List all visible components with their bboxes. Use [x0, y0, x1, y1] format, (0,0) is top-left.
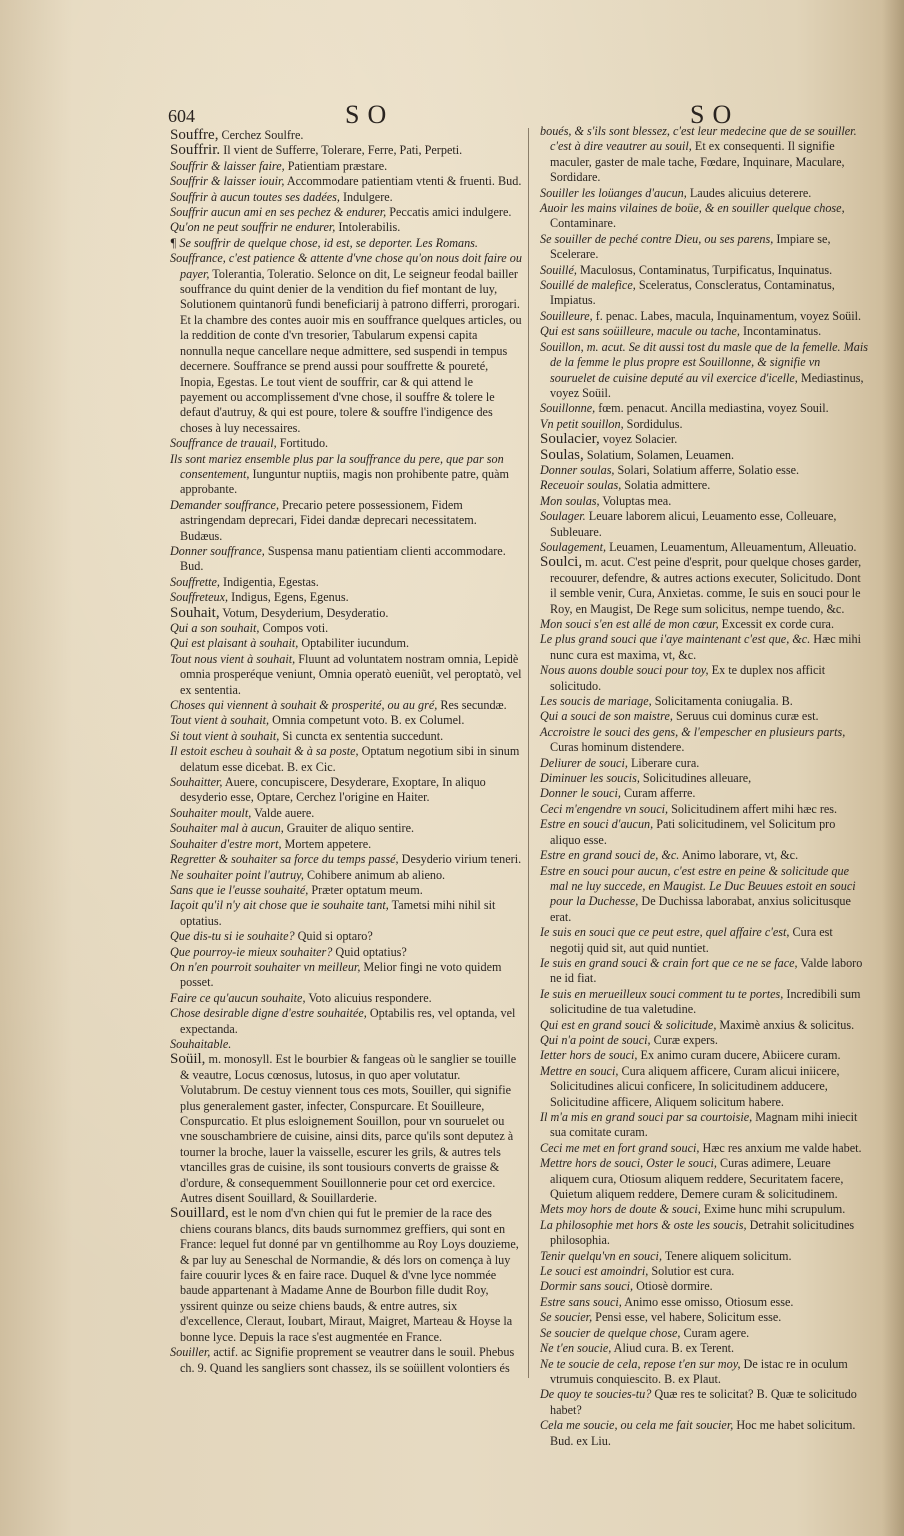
entry-headword: Souffrir à aucun toutes ses dadées,	[170, 189, 340, 204]
entry-headword: Mets moy hors de doute & souci,	[540, 1202, 701, 1217]
entry-text: Leuamen, Leuamentum, Alleuamentum, Alleuatio.	[606, 539, 857, 554]
entry-text: Res secundæ.	[437, 698, 507, 713]
running-head-right: SO	[690, 100, 740, 129]
entry-headword: Accroistre le souci des gens, & l'empescher en plusieurs parts,	[540, 724, 846, 739]
entry-text: Compos voti.	[259, 621, 329, 635]
dictionary-entry	[170, 636, 522, 651]
dictionary-entry	[540, 463, 868, 478]
entry-headword: Qui est plaisant à souhait,	[170, 636, 299, 651]
entry-headword: Souffre,	[170, 127, 219, 143]
entry-headword: Soulager.	[540, 509, 586, 524]
entry-text: Fortitudo.	[276, 436, 329, 451]
entry-headword: Nous auons double souci pour toy,	[540, 663, 709, 678]
dictionary-entry	[170, 220, 522, 235]
dictionary-entry	[170, 898, 522, 929]
entry-text: Aliud cura. B. ex Terent.	[611, 1341, 735, 1356]
dictionary-entry	[540, 1018, 868, 1033]
dictionary-entry	[170, 452, 522, 498]
dictionary-entry	[170, 806, 522, 821]
entry-headword: Sans que ie l'eusse souhaité,	[170, 882, 309, 897]
entry-headword: Soulagement,	[540, 539, 607, 554]
dictionary-entry	[170, 205, 522, 220]
entry-headword: Donner le souci,	[540, 786, 621, 801]
dictionary-entry	[170, 143, 522, 158]
entry-headword: Iaçoit qu'il n'y ait chose que ie souhaite tant,	[170, 898, 389, 913]
entry-headword: On n'en pourroit souhaiter vn meilleur,	[170, 959, 361, 974]
dictionary-entry	[170, 621, 522, 636]
dictionary-entry	[170, 929, 522, 944]
dictionary-entry	[540, 663, 868, 694]
entry-headword: Ietter hors de souci,	[540, 1048, 638, 1063]
entry-headword: Estre en souci d'aucun,	[540, 817, 654, 832]
entry-text: voyez Solacier.	[599, 432, 678, 447]
entry-headword: Estre en souci pour aucun, c'est estre en peine & solicitude que mal ne luy succede, en Maugist. Le Duc Beuues estoit en souci pour la Duchesse,	[540, 863, 856, 909]
entry-text: Quid optatius?	[332, 944, 407, 959]
dictionary-entry	[170, 729, 522, 744]
entry-headword: Souffrir & laisser iouir,	[170, 174, 285, 189]
entry-text: Curas hominum distendere.	[550, 740, 685, 755]
dictionary-entry	[540, 1202, 868, 1217]
entry-headword: Souffrance de trauail,	[170, 436, 277, 451]
entry-text: Intolerabilis.	[335, 220, 401, 235]
entry-text: Peccatis amici indulgere.	[386, 205, 512, 220]
dictionary-entry	[540, 278, 868, 309]
dictionary-entry	[170, 698, 522, 713]
dictionary-entry	[540, 1387, 868, 1418]
entry-headword: Chose desirable digne d'estre souhaitée,	[170, 1006, 367, 1021]
entry-headword: Souffrette,	[170, 574, 220, 589]
dictionary-entry	[540, 201, 868, 232]
entry-headword: Souillard,	[170, 1205, 229, 1222]
entry-text: Voto alicuius respondere.	[305, 990, 432, 1005]
dictionary-entry	[540, 925, 868, 956]
dictionary-entry	[170, 1345, 522, 1376]
dictionary-entry	[540, 1279, 868, 1294]
entry-headword: Souhait,	[170, 604, 220, 621]
entry-headword: Qui a son souhait,	[170, 621, 260, 635]
entry-headword: Ie suis en grand souci & crain fort que ce ne se face,	[540, 955, 798, 970]
entry-text: Indigentia, Egestas.	[219, 574, 319, 589]
entry-text: Cura est negotij quid sit, aut quid nuntiet.	[550, 925, 833, 955]
entry-headword: Souhaiter moult,	[170, 805, 252, 820]
dictionary-entry	[170, 544, 522, 575]
entry-text: Auere, concupiscere, Desyderare, Exoptare, In aliquo desyderio esse, Optare, Cerchez l'origine en Haiter.	[180, 775, 486, 805]
entry-headword: Souffrance, c'est patience & attente d'vne chose qu'on nous doit faire ou payer,	[170, 251, 522, 281]
left-column	[170, 127, 522, 1375]
entry-text: actif. ac Signifie proprement se veautrer dans le souil. Phebus ch. 9. Quand les sangliers sont chassez, ils se soüillent volontiers és	[180, 1345, 515, 1375]
entry-headword: Regretter & souhaiter sa force du temps passé,	[170, 852, 399, 867]
entry-text: Tenere aliquem solicitum.	[662, 1248, 792, 1263]
entry-headword: Le souci est amoindri,	[540, 1264, 649, 1279]
entry-headword: Ne t'en soucie,	[540, 1341, 612, 1356]
entry-headword: Qui est sans soüilleure, macule ou tache,	[540, 324, 740, 339]
entry-text: Voluptas mea.	[599, 493, 672, 508]
entry-headword: Souillé de malefice,	[540, 278, 636, 293]
dictionary-entry	[170, 159, 522, 174]
entry-text: Et ex consequenti. Il signifie maculer, gaster de male tache, Fœdare, Inquinare, Maculare, Sordidare.	[550, 139, 845, 185]
entry-headword: Cela me soucie, ou cela me fait soucier,	[540, 1418, 734, 1433]
entry-text: Indigus, Egens, Egenus.	[228, 590, 349, 605]
entry-headword: Ceci me met en fort grand souci,	[540, 1140, 700, 1155]
entry-text: Suspensa manu patientiam clienti accommodare. Bud.	[180, 543, 506, 574]
dictionary-entry	[540, 817, 868, 848]
dictionary-entry	[540, 1295, 868, 1310]
dictionary-entry	[540, 1326, 868, 1341]
entry-headword: Souhaiter mal à aucun,	[170, 821, 284, 836]
dictionary-entry	[540, 771, 868, 786]
dictionary-entry	[540, 1310, 868, 1325]
entry-headword: Il estoit escheu à souhait & à sa poste,	[170, 744, 359, 759]
entry-text: Contaminare.	[550, 216, 616, 231]
entry-headword: Le plus grand souci que i'aye maintenant c'est que, &c.	[540, 632, 811, 647]
entry-text: Præter optatum meum.	[308, 882, 423, 897]
dictionary-entry	[540, 324, 868, 339]
dictionary-entry	[540, 694, 868, 709]
entry-text: Cura aliquem afficere, Curam alicui iniicere, Solicitudines alicui conficere, In solicitudinem adducere, Solicitudine afficere, Aliquem solicitum habere.	[550, 1063, 840, 1109]
entry-headword: Ils sont mariez ensemble plus par la souffrance du pere, que par son consentement,	[170, 451, 504, 481]
entry-headword: Mon soulas,	[540, 493, 600, 508]
entry-headword: Que dis-tu si ie souhaite?	[170, 929, 295, 944]
dictionary-entry	[170, 1052, 522, 1206]
entry-text: Optabiliter iucundum.	[298, 636, 410, 651]
entry-text: Solicitudinem affert mihi hæc res.	[668, 801, 838, 816]
entry-text: Optatum negotium sibi in sinum delatum esse dicebat. B. ex Cic.	[180, 744, 520, 774]
entry-text: Curæ expers.	[650, 1032, 718, 1047]
entry-text: Curas adimere, Leuare aliquem cura, Otiosum aliquem reddere, Securitatem facere, Quietum aliquem reddere, Demere curam & solicitudinem.	[550, 1156, 844, 1202]
entry-headword: Mettre en souci,	[540, 1063, 619, 1078]
dictionary-entry	[170, 436, 522, 451]
entry-text: Desyderio virium teneri.	[398, 852, 522, 867]
dictionary-entry	[170, 883, 522, 898]
entry-headword: Souillonne,	[540, 401, 596, 416]
entry-text: Maximè anxius & solicitus.	[716, 1017, 855, 1032]
entry-text: Solicitamenta coniugalia. B.	[651, 694, 793, 709]
entry-text: Mortem appetere.	[281, 836, 372, 851]
entry-headword: Qui a souci de son maistre,	[540, 709, 673, 724]
dictionary-entry	[540, 1341, 868, 1356]
entry-headword: Souillon, m. acut. Se dit aussi tost du masle que de la femelle. Mais de la femme le plus propre est Souillonne, & signifie vn souruelet de cuisine deputé au vil exercice d'icelle,	[540, 339, 869, 385]
dictionary-entry	[540, 417, 868, 432]
entry-text: Solari, Solatium afferre, Solatio esse.	[614, 462, 800, 477]
entry-text: Accommodare patientiam vtenti & fruenti. Bud.	[284, 174, 522, 189]
entry-headword: Donner souffrance,	[170, 543, 265, 558]
dictionary-entry	[540, 555, 868, 617]
entry-headword: Souiller les loüanges d'aucun,	[540, 185, 687, 200]
dictionary-entry	[540, 1249, 868, 1264]
dictionary-entry	[540, 401, 868, 416]
entry-headword: Il m'a mis en grand souci par sa courtoisie,	[540, 1110, 753, 1124]
entry-text: m. monosyll. Est le bourbier & fangeas où le sanglier se touille & veautre, Locus cœnosus, lutosus, in quo aper volutatur. Volutabrum. De cestuy viennent tous ces mots, Souiller, qui signifie plus generalement gaster, infecter, Conspurcare. Et Souilleure, Conspurcatio. Et plus esloignement Souillon, pour vn souruelet ou vne souschambriere de cuisine, ainsi dits, parce qu'ils sont deputez à tourner la broche, lauer la vaisselle, escurer les grils, & autres tels vtancilles gras de cuisine, ils sont tousiours converts de graisse & d'ordure, & consequemment Souillonnerie pour cet ord exercice. Autres disent Souillard, & Souillarderie.	[180, 1052, 517, 1206]
dictionary-entry	[540, 802, 868, 817]
dictionary-entry	[170, 575, 522, 590]
dictionary-entry	[540, 540, 868, 555]
entry-text: Hoc me habet solicitum. Bud. ex Liu.	[550, 1418, 856, 1448]
entry-text: Liberare cura.	[627, 755, 700, 770]
entry-text: Ex animo curam ducere, Abiicere curam.	[637, 1048, 841, 1063]
entry-text: Hæc res anxium me valde habet.	[699, 1140, 862, 1155]
entry-headword: Ie suis en merueilleux souci comment tu te portes,	[540, 986, 784, 1001]
dictionary-entry	[540, 632, 868, 663]
entry-text: Impiare se, Scelerare.	[550, 231, 831, 262]
entry-headword: Auoir les mains vilaines de boüe, & en souiller quelque chose,	[540, 201, 845, 216]
entry-headword: boués, & s'ils sont blessez, c'est leur medecine que de se souiller. c'est à dire veautrer au souil,	[540, 124, 857, 154]
dictionary-entry	[540, 1033, 868, 1048]
entry-text: Tametsi mihi nihil sit optatius.	[180, 898, 496, 928]
entry-text: Valde laboro ne id fiat.	[550, 955, 863, 986]
entry-text: Quæ res te solicitat? B. Quæ te solicitudo habet?	[550, 1387, 857, 1417]
entry-headword: Souiller,	[170, 1345, 211, 1360]
dictionary-entry	[170, 1037, 522, 1052]
entry-text: Ex te duplex nos afficit solicitudo.	[550, 663, 826, 693]
dictionary-entry	[540, 848, 868, 863]
entry-text: Iunguntur nuptiis, magis non prohibente patre, quàm approbante.	[180, 466, 510, 497]
entry-headword: Tenir quelqu'vn en souci,	[540, 1248, 662, 1263]
dictionary-entry	[170, 1006, 522, 1037]
entry-text: Solatia admittere.	[621, 478, 711, 493]
entry-headword: Souffreteux,	[170, 590, 229, 605]
dictionary-entry	[540, 756, 868, 771]
entry-text: Optabilis res, vel optanda, vel expectanda.	[180, 1006, 516, 1036]
dictionary-entry	[540, 478, 868, 493]
dictionary-entry	[170, 852, 522, 867]
dictionary-entry	[540, 448, 868, 463]
entry-text: Pensi esse, vel habere, Solicitum esse.	[592, 1310, 782, 1325]
entry-text: est le nom d'vn chien qui fut le premier de la race des chiens courans blancs, dits bauds surnommez greffiers, qui sont en France: lequel fut donné par vn gentilhomme au Roy Loys douzieme, & par luy au Seneschal de Normandie, & dés lors on comença à luy faire couurir lyces & en faire race. Duquel & d'vne lyce nommée baude appartenant à Madame Anne de Bourbon fille dudit Roy, yssirent quinze ou seize chiens bauds, & entre autres, six d'excellence, Cleraut, Ioubart, Miraut, Maigret, Marteau & Hoyse la bonne lyce. Depuis la race s'est augmentée en France.	[180, 1206, 519, 1344]
entry-headword: Soulacier,	[540, 431, 600, 448]
entry-text: Cerchez Soulfre.	[218, 128, 304, 142]
entry-text: Seruus cui dominus curæ est.	[672, 709, 819, 724]
dictionary-entry	[170, 744, 522, 775]
entry-text: Solutior est cura.	[648, 1264, 735, 1279]
entry-text: Animo esse omisso, Otiosum esse.	[621, 1294, 794, 1309]
entry-headword: Se soucier,	[540, 1310, 593, 1325]
entry-headword: Se souiller de peché contre Dieu, ou ses parens,	[540, 231, 774, 246]
entry-headword: Se soucier de quelque chose,	[540, 1325, 681, 1340]
entry-headword: Faire ce qu'aucun souhaite,	[170, 990, 306, 1005]
entry-headword: Mon souci s'en est allé de mon cœur,	[540, 617, 719, 631]
dictionary-entry	[540, 1110, 868, 1141]
entry-text: Precario petere possessionem, Fidem astringendam deprecari, Fidei dandæ deprecari necessitatem. Budæus.	[180, 497, 477, 543]
entry-text: Patientiam præstare.	[284, 158, 388, 173]
entry-headword: De quoy te soucies-tu?	[540, 1387, 652, 1402]
entry-text: Solicitudines alleuare,	[639, 771, 752, 786]
entry-headword: Choses qui viennent à souhait & prosperité, ou au gré,	[170, 698, 438, 713]
dictionary-entry	[540, 864, 868, 926]
dictionary-entry	[540, 124, 868, 186]
entry-headword: Dormir sans souci,	[540, 1279, 634, 1294]
entry-headword: Soulci,	[540, 554, 583, 571]
entry-text: Curam afferre.	[620, 786, 696, 801]
entry-text: Tolerantia, Toleratio. Selonce on dit, Le seigneur feodal bailler souffrance du quint denier de la vendition du fief montant de luy, Solutionem quintanorũ fundi beneficiarij à patrono differri, prorogari. Et la chambre des contes auoir mis en souffrance quelques articles, ou la reddition de conte d'vn tresorier, Tabularum expensi capita nonnulla neque cancellare neque admittere, sed suspendi in tempus decernere. Souffrance se prend aussi pour souffrette & poureté, Inopia, Egestas. Le tout vient de souffrir, car & qui attend le payement ou accomplissement d'vne chose, il souffre & tolere le defaut d'autruy, & qui est poure, tolere & souffre l'indigence des choses à luy necessaires.	[180, 266, 522, 435]
entry-headword: ¶ Se souffrir de quelque chose, id est, se deporter. Les Romans.	[170, 235, 478, 250]
entry-headword: Si tout vient à souhait,	[170, 728, 280, 743]
dictionary-entry	[540, 1141, 868, 1156]
entry-headword: Donner soulas,	[540, 462, 615, 477]
entry-text: Hæc mihi nunc cura est maxima, vt, &c.	[550, 632, 862, 662]
entry-text: Excessit ex corde cura.	[718, 617, 835, 631]
dictionary-entry	[170, 590, 522, 605]
entry-text: Incredibili sum solicitudine de tua valetudine.	[550, 986, 861, 1017]
dictionary-entry	[540, 987, 868, 1018]
entry-headword: Souffrir & laisser faire,	[170, 158, 285, 173]
dictionary-entry	[540, 1064, 868, 1110]
entry-text: Curam agere.	[680, 1325, 750, 1340]
entry-headword: Estre sans souci,	[540, 1294, 622, 1309]
entry-text: Detrahit solicitudines philosophia.	[550, 1217, 855, 1248]
dictionary-entry	[170, 837, 522, 852]
entry-headword: Souilleure,	[540, 308, 593, 323]
entry-headword: Estre en grand souci de, &c.	[540, 848, 680, 863]
entry-text: Melior fingi ne voto quidem posset.	[180, 959, 502, 990]
entry-headword: Mettre hors de souci, Oster le souci,	[540, 1156, 717, 1171]
entry-headword: Ne souhaiter point l'autruy,	[170, 867, 304, 882]
dictionary-entry	[540, 509, 868, 540]
entry-headword: Que pourroy-ie mieux souhaiter?	[170, 944, 333, 959]
entry-headword: Deliurer de souci,	[540, 755, 628, 770]
entry-text: Cohibere animum ab alieno.	[303, 867, 446, 882]
dictionary-entry	[170, 960, 522, 991]
entry-text: Exime hunc mihi scrupulum.	[700, 1202, 846, 1217]
dictionary-entry	[170, 713, 522, 728]
dictionary-entry	[170, 991, 522, 1006]
entry-headword: Souffrir.	[170, 142, 221, 159]
entry-text: Leuare laborem alicui, Leuamento esse, Colleuare, Subleuare.	[550, 509, 837, 539]
entry-text: Il vient de Sufferre, Tolerare, Ferre, Pati, Perpeti.	[220, 143, 463, 158]
entry-text: m. acut. C'est peine d'esprit, pour quelque choses garder, recouurer, defendre, & autres actions executer, Solicitudo. Dont il semble venir, Cura, Anxietas. comme, Ie suis en souci pour le Roy, en Maugist, De Rege sum solicitus, nempe tuendo, &c.	[550, 555, 862, 616]
dictionary-entry	[540, 1357, 868, 1388]
entry-text: Omnia competunt voto. B. ex Columel.	[269, 713, 465, 728]
dictionary-entry	[540, 263, 868, 278]
entry-headword: Les soucis de mariage,	[540, 694, 652, 709]
entry-headword: Soulas,	[540, 446, 584, 463]
entry-text: Mediastinus, voyez Soüil.	[550, 370, 864, 400]
right-column	[540, 124, 869, 1448]
entry-headword: Souffrir aucun ami en ses pechez & endurer,	[170, 205, 387, 220]
entry-headword: Demander souffrance,	[170, 497, 279, 512]
dictionary-entry	[170, 251, 522, 436]
entry-headword: Vn petit souillon,	[540, 416, 624, 431]
dictionary-entry	[170, 606, 522, 621]
entry-headword: Tout nous vient à souhait,	[170, 651, 296, 666]
entry-headword: Ceci m'engendre vn souci,	[540, 801, 669, 816]
entry-text: Laudes alicuius deterere.	[686, 185, 812, 200]
entry-text: Fluunt ad voluntatem nostram omnia, Lepidè omnia prosperéque veniunt, Omnia operatò eueniũt, vel peroptatò, vel ex sententia.	[180, 651, 522, 697]
dictionary-entry	[540, 1264, 868, 1279]
dictionary-entry	[540, 617, 868, 632]
entry-headword: Diminuer les soucis,	[540, 771, 640, 786]
entry-text: Maculosus, Contaminatus, Turpificatus, Inquinatus.	[576, 262, 833, 277]
dictionary-entry	[540, 1418, 868, 1449]
dictionary-entry	[540, 1156, 868, 1202]
dictionary-entry	[540, 956, 868, 987]
column-divider	[528, 128, 529, 1378]
page-edge-shadow	[882, 0, 904, 1536]
entry-headword: Soüil,	[170, 1051, 206, 1068]
entry-headword: Qu'on ne peut souffrir ne endurer,	[170, 220, 336, 235]
entry-text: Sordidulus.	[623, 416, 683, 431]
entry-headword: Receuoir soulas,	[540, 478, 622, 493]
dictionary-entry	[170, 498, 522, 544]
entry-headword: Ie suis en souci que ce peut estre, quel affaire c'est,	[540, 925, 790, 940]
entry-headword: Qui n'a point de souci,	[540, 1032, 651, 1047]
dictionary-entry	[170, 821, 522, 836]
entry-headword: Qui est en grand souci & solicitude,	[540, 1017, 717, 1032]
dictionary-entry	[540, 725, 868, 756]
entry-headword: La philosophie met hors & oste les soucis,	[540, 1217, 747, 1232]
dictionary-entry	[540, 309, 868, 324]
entry-text: Incontaminatus.	[739, 324, 822, 339]
entry-text: Pati solicitudinem, vel Solicitum pro aliquo esse.	[550, 817, 836, 847]
dictionary-entry	[540, 232, 868, 263]
running-head-left: SO	[345, 100, 395, 129]
dictionary-entry	[170, 174, 522, 189]
entry-headword: Souhaitable.	[170, 1036, 232, 1051]
dictionary-entry	[540, 186, 868, 201]
dictionary-entry	[170, 945, 522, 960]
dictionary-entry	[170, 190, 522, 205]
entry-text: Sceleratus, Conscleratus, Contaminatus, Impiatus.	[550, 278, 835, 308]
entry-text: f. penac. Labes, macula, Inquinamentum, voyez Soüil.	[592, 308, 862, 323]
entry-text: Quid si optaro?	[294, 929, 373, 944]
dictionary-entry	[540, 1048, 868, 1063]
dictionary-entry	[170, 236, 522, 251]
entry-headword: Souhaitter,	[170, 775, 223, 790]
entry-headword: Souillé,	[540, 262, 577, 277]
entry-text: Animo laborare, vt, &c.	[679, 848, 799, 863]
entry-text: Magnam mihi iniecit sua comitate curam.	[550, 1110, 858, 1140]
dictionary-entry	[540, 340, 868, 402]
dictionary-entry	[170, 652, 522, 698]
entry-text: fœm. penacut. Ancilla mediastina, voyez Souil.	[595, 401, 829, 416]
dictionary-entry	[170, 868, 522, 883]
dictionary-entry	[540, 1218, 868, 1249]
dictionary-entry	[540, 494, 868, 509]
entry-text: Si cuncta ex sententia succedunt.	[279, 728, 444, 743]
entry-text: Indulgere.	[339, 189, 393, 204]
entry-text: Votum, Desyderium, Desyderatio.	[219, 605, 389, 620]
dictionary-entry	[170, 1206, 522, 1345]
entry-text: De Duchissa laborabat, anxius solicitusque erat.	[550, 894, 851, 924]
dictionary-entry	[540, 786, 868, 801]
entry-headword: Tout vient à souhait,	[170, 713, 270, 728]
entry-text: Otiosè dormire.	[633, 1279, 713, 1294]
entry-text: Solatium, Solamen, Leuamen.	[583, 447, 735, 462]
entry-text: De istac re in oculum vtrumuis conquiescito. B. ex Plaut.	[550, 1356, 848, 1386]
dictionary-entry	[540, 432, 868, 447]
entry-text: Valde auere.	[251, 805, 315, 820]
page-number: 604	[168, 106, 195, 126]
entry-text: Grauiter de aliquo sentire.	[283, 821, 415, 836]
dictionary-entry	[170, 775, 522, 806]
dictionary-entry	[540, 709, 868, 724]
entry-headword: Ne te soucie de cela, repose t'en sur moy,	[540, 1356, 741, 1371]
entry-headword: Souhaiter d'estre mort,	[170, 836, 282, 851]
dictionary-entry	[170, 128, 522, 143]
